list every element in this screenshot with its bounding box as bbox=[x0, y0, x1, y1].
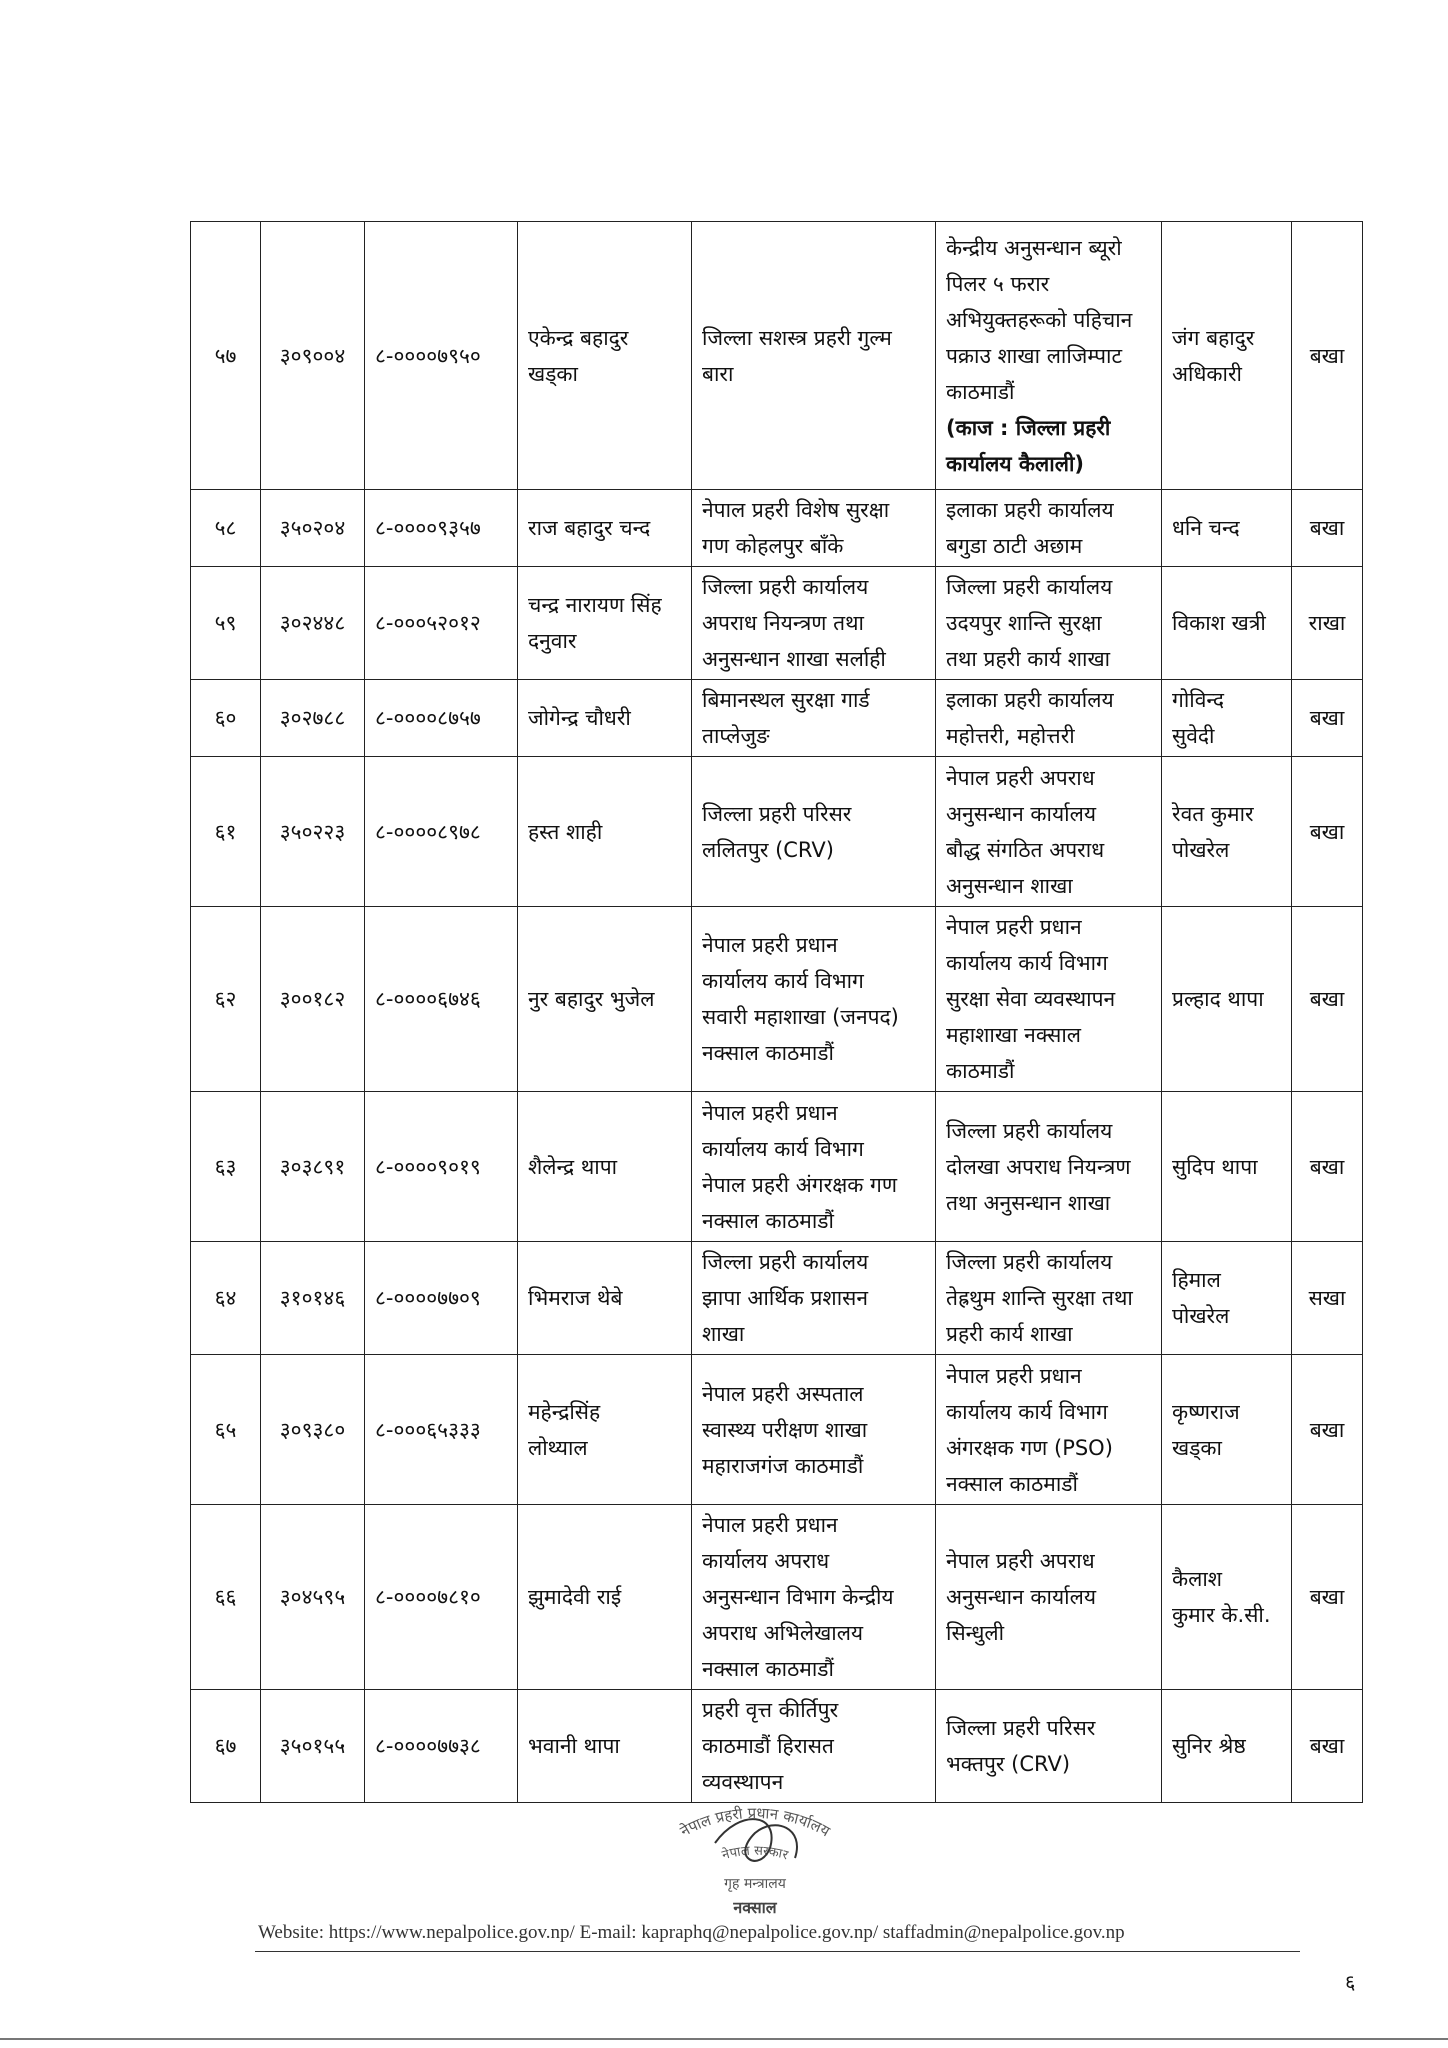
cell-line: ताप्लेजुङ bbox=[702, 724, 770, 748]
status-cell: सखा bbox=[1292, 1242, 1363, 1355]
cell-line: स्वास्थ्य परीक्षण शाखा bbox=[702, 1417, 868, 1442]
cell-line: उदयपुर शान्ति सुरक्षा bbox=[946, 611, 1102, 635]
current-office-cell bbox=[692, 1355, 936, 1505]
cell-line: सुनिर श्रेष्ठ bbox=[1172, 1734, 1246, 1758]
transfer-office-cell bbox=[936, 1242, 1162, 1355]
current-office-cell bbox=[692, 1092, 936, 1242]
status-cell: बखा bbox=[1292, 757, 1363, 907]
status-cell: बखा bbox=[1292, 907, 1363, 1092]
code-number-cell: ८-००००८९७८ bbox=[365, 757, 518, 907]
employee-id-cell: ३०९००४ bbox=[261, 222, 365, 490]
cell-line: हिमाल bbox=[1172, 1268, 1221, 1292]
cell-line: महोत्तरी, महोत्तरी bbox=[946, 724, 1075, 748]
employee-id-cell: ३०९३८० bbox=[261, 1355, 365, 1505]
employee-name-cell bbox=[518, 1355, 692, 1505]
table-row bbox=[191, 757, 1363, 907]
table-row bbox=[191, 1690, 1363, 1803]
cell-line: जिल्ला प्रहरी कार्यालय bbox=[946, 1118, 1113, 1143]
transfer-office-cell bbox=[936, 680, 1162, 757]
serial-number-cell: ६५ bbox=[191, 1355, 261, 1505]
substitute-name-cell bbox=[1162, 490, 1292, 567]
cell-line: नेपाल प्रहरी प्रधान bbox=[702, 1513, 838, 1537]
cell-line: अंगरक्षक गण (PSO) bbox=[946, 1435, 1113, 1460]
substitute-name-cell bbox=[1162, 567, 1292, 680]
code-number-cell: ८-००००७८१० bbox=[365, 1505, 518, 1690]
current-office-cell bbox=[692, 757, 936, 907]
transfer-office-cell bbox=[936, 1355, 1162, 1505]
code-number-cell: ८-००००७७३८ bbox=[365, 1690, 518, 1803]
page-number: ६ bbox=[1345, 1970, 1356, 1994]
cell-line: अनुसन्धान विभाग केन्द्रीय bbox=[702, 1585, 894, 1609]
code-number-cell: ८-००००९३५७ bbox=[365, 490, 518, 567]
cell-line: बारा bbox=[702, 361, 734, 386]
cell-line: नक्साल काठमाडौं bbox=[702, 1208, 834, 1233]
cell-line: कार्यालय कार्य विभाग bbox=[702, 969, 864, 993]
cell-line: एकेन्द्र बहादुर bbox=[528, 325, 629, 350]
employee-id-cell: ३०२७८८ bbox=[261, 680, 365, 757]
employee-name-cell bbox=[518, 1092, 692, 1242]
employee-name-cell bbox=[518, 907, 692, 1092]
cell-line: जंग बहादुर bbox=[1172, 325, 1255, 350]
cell-line: भवानी थापा bbox=[528, 1734, 620, 1758]
substitute-name-cell bbox=[1162, 1505, 1292, 1690]
substitute-name-cell bbox=[1162, 680, 1292, 757]
transfer-office-cell bbox=[936, 1092, 1162, 1242]
cell-line: खड्का bbox=[528, 361, 578, 386]
page-bottom-border bbox=[0, 2038, 1448, 2040]
cell-line: भिमराज थेबे bbox=[528, 1286, 623, 1310]
cell-line: गोविन्द bbox=[1172, 688, 1225, 712]
employee-id-cell: ३००१८२ bbox=[261, 907, 365, 1092]
footer-divider bbox=[255, 1951, 1300, 1952]
seal-text-place: नक्साल bbox=[733, 1898, 777, 1917]
cell-line: चन्द्र नारायण सिंह bbox=[528, 593, 662, 617]
cell-line: सुदिप थापा bbox=[1172, 1154, 1258, 1179]
official-seal bbox=[620, 1788, 890, 1918]
transfer-office-cell bbox=[936, 222, 1162, 490]
serial-number-cell: ६० bbox=[191, 680, 261, 757]
cell-line: तेह्रथुम शान्ति सुरक्षा तथा bbox=[946, 1286, 1133, 1310]
cell-line: प्रहरी कार्य शाखा bbox=[946, 1322, 1073, 1346]
cell-line: पक्राउ शाखा लाजिम्पाट bbox=[946, 343, 1123, 368]
table-row bbox=[191, 1355, 1363, 1505]
cell-line: कृष्णराज bbox=[1172, 1399, 1240, 1424]
cell-line: नेपाल प्रहरी अपराध bbox=[946, 1549, 1095, 1573]
cell-line: सिन्धुली bbox=[946, 1621, 1005, 1645]
cell-line: महेन्द्रसिंह bbox=[528, 1399, 601, 1424]
status-cell: राखा bbox=[1292, 567, 1363, 680]
serial-number-cell: ६३ bbox=[191, 1092, 261, 1242]
table-row bbox=[191, 567, 1363, 680]
substitute-name-cell bbox=[1162, 222, 1292, 490]
cell-line: अनुसन्धान शाखा bbox=[946, 873, 1073, 898]
cell-line: दोलखा अपराध नियन्त्रण bbox=[946, 1154, 1131, 1179]
status-cell: बखा bbox=[1292, 1355, 1363, 1505]
cell-line: लोथ्याल bbox=[528, 1435, 588, 1460]
table-row bbox=[191, 1505, 1363, 1690]
employee-name-cell bbox=[518, 680, 692, 757]
cell-line: शैलेन्द्र थापा bbox=[528, 1154, 618, 1179]
cell-line: हस्त शाही bbox=[528, 819, 603, 844]
transfer-table bbox=[190, 221, 1363, 1803]
employee-id-cell: ३०२४४८ bbox=[261, 567, 365, 680]
cell-line: नेपाल प्रहरी प्रधान bbox=[702, 1100, 838, 1125]
status-cell: बखा bbox=[1292, 1092, 1363, 1242]
cell-line: गण कोहलपुर बाँके bbox=[702, 534, 844, 558]
cell-line: पोखरेल bbox=[1172, 1304, 1230, 1328]
status-cell: बखा bbox=[1292, 1690, 1363, 1803]
cell-line: जिल्ला सशस्त्र प्रहरी गुल्म bbox=[702, 325, 892, 350]
cell-line: झापा आर्थिक प्रशासन bbox=[702, 1286, 868, 1310]
cell-line: अनुसन्धान शाखा सर्लाही bbox=[702, 647, 886, 671]
cell-line: नेपाल प्रहरी अपराध bbox=[946, 765, 1095, 790]
employee-id-cell: ३०४५९५ bbox=[261, 1505, 365, 1690]
cell-line: इलाका प्रहरी कार्यालय bbox=[946, 688, 1114, 712]
cell-line: व्यवस्थापन bbox=[702, 1770, 784, 1794]
cell-line: काठमाडौं bbox=[946, 379, 1015, 404]
employee-name-cell bbox=[518, 490, 692, 567]
cell-line: नक्साल काठमाडौं bbox=[946, 1471, 1078, 1496]
cell-line: नक्साल काठमाडौं bbox=[702, 1657, 834, 1681]
seal-text-inner: नेपाल सरकार bbox=[720, 1843, 790, 1864]
cell-line: जिल्ला प्रहरी परिसर bbox=[946, 1716, 1096, 1740]
current-office-cell bbox=[692, 907, 936, 1092]
table-row bbox=[191, 1242, 1363, 1355]
cell-line: जिल्ला प्रहरी परिसर bbox=[702, 801, 852, 826]
cell-line: कार्यालय कार्य विभाग bbox=[702, 1136, 864, 1161]
cell-line: भक्तपुर (CRV) bbox=[946, 1752, 1071, 1776]
substitute-name-cell bbox=[1162, 757, 1292, 907]
current-office-cell bbox=[692, 1505, 936, 1690]
cell-line: नेपाल प्रहरी प्रधान bbox=[946, 1363, 1082, 1388]
cell-line: नेपाल प्रहरी प्रधान bbox=[946, 915, 1082, 939]
cell-line: नेपाल प्रहरी प्रधान bbox=[702, 933, 838, 957]
cell-line: महाशाखा नक्साल bbox=[946, 1023, 1082, 1047]
cell-line: राज बहादुर चन्द bbox=[528, 516, 651, 540]
serial-number-cell: ५७ bbox=[191, 222, 261, 490]
cell-line: इलाका प्रहरी कार्यालय bbox=[946, 498, 1114, 522]
cell-line: कार्यालय कैलाली) bbox=[946, 451, 1084, 476]
employee-name-cell bbox=[518, 757, 692, 907]
seal-text-ministry: गृह मन्त्रालय bbox=[724, 1876, 786, 1892]
table-row bbox=[191, 222, 1363, 490]
employee-id-cell: ३५०१५५ bbox=[261, 1690, 365, 1803]
substitute-name-cell bbox=[1162, 907, 1292, 1092]
cell-line: खड्का bbox=[1172, 1435, 1222, 1460]
employee-id-cell: ३५०२०४ bbox=[261, 490, 365, 567]
current-office-cell bbox=[692, 222, 936, 490]
cell-line: बिमानस्थल सुरक्षा गार्ड bbox=[702, 688, 870, 712]
transfer-office-cell bbox=[936, 757, 1162, 907]
code-number-cell: ८-००००६७४६ bbox=[365, 907, 518, 1092]
current-office-cell bbox=[692, 680, 936, 757]
table-row bbox=[191, 680, 1363, 757]
cell-line: केन्द्रीय अनुसन्धान ब्यूरो bbox=[946, 235, 1122, 260]
code-number-cell: ८-००००७७०९ bbox=[365, 1242, 518, 1355]
cell-line: ललितपुर (CRV) bbox=[702, 837, 834, 862]
cell-line: नेपाल प्रहरी अंगरक्षक गण bbox=[702, 1172, 898, 1197]
employee-name-cell bbox=[518, 1242, 692, 1355]
cell-line: सुरक्षा सेवा व्यवस्थापन bbox=[946, 987, 1116, 1011]
code-number-cell: ८-०००६५३३३ bbox=[365, 1355, 518, 1505]
serial-number-cell: ६७ bbox=[191, 1690, 261, 1803]
cell-line: जिल्ला प्रहरी कार्यालय bbox=[946, 1250, 1113, 1274]
cell-line: बौद्ध संगठित अपराध bbox=[946, 837, 1105, 862]
code-number-cell: ८-००००९०१९ bbox=[365, 1092, 518, 1242]
cell-line: नेपाल प्रहरी अस्पताल bbox=[702, 1381, 864, 1406]
cell-line: काठमाडौं हिरासत bbox=[702, 1734, 834, 1758]
cell-line: अपराध अभिलेखालय bbox=[702, 1621, 864, 1645]
cell-line: नक्साल काठमाडौं bbox=[702, 1041, 834, 1065]
seal-text-top: नेपाल प्रहरी प्रधान कार्यालय bbox=[676, 1803, 834, 1841]
cell-line: कार्यालय अपराध bbox=[702, 1549, 830, 1573]
table-row bbox=[191, 1092, 1363, 1242]
cell-line: प्रल्हाद थापा bbox=[1172, 987, 1264, 1011]
cell-line: अनुसन्धान कार्यालय bbox=[946, 1585, 1096, 1609]
cell-line: कार्यालय कार्य विभाग bbox=[946, 1399, 1108, 1424]
cell-line: कैलाश bbox=[1172, 1567, 1223, 1591]
current-office-cell bbox=[692, 1242, 936, 1355]
serial-number-cell: ५९ bbox=[191, 567, 261, 680]
employee-id-cell: ३०३८९१ bbox=[261, 1092, 365, 1242]
footer-contact: Website: https://www.nepalpolice.gov.np/ E-mail: kapraphq@nepalpolice.gov.np/ staffadmin@nepalpolice.gov.np bbox=[258, 1922, 1125, 1943]
cell-line: दनुवार bbox=[528, 629, 577, 653]
status-cell: बखा bbox=[1292, 1505, 1363, 1690]
code-number-cell: ८-०००५२०१२ bbox=[365, 567, 518, 680]
cell-line: रेवत कुमार bbox=[1172, 801, 1254, 826]
cell-line: अभियुक्तहरूको पहिचान bbox=[946, 307, 1133, 332]
employee-name-cell bbox=[518, 222, 692, 490]
current-office-cell bbox=[692, 567, 936, 680]
cell-line: पोखरेल bbox=[1172, 837, 1230, 862]
transfer-office-cell bbox=[936, 1505, 1162, 1690]
serial-number-cell: ६४ bbox=[191, 1242, 261, 1355]
current-office-cell bbox=[692, 1690, 936, 1803]
table-row bbox=[191, 907, 1363, 1092]
transfer-office-cell bbox=[936, 907, 1162, 1092]
cell-line: अधिकारी bbox=[1172, 361, 1242, 386]
cell-line: काठमाडौं bbox=[946, 1059, 1015, 1083]
serial-number-cell: ६६ bbox=[191, 1505, 261, 1690]
cell-line: सवारी महाशाखा (जनपद) bbox=[702, 1005, 899, 1029]
employee-name-cell bbox=[518, 1505, 692, 1690]
substitute-name-cell bbox=[1162, 1242, 1292, 1355]
employee-id-cell: ३५०२२३ bbox=[261, 757, 365, 907]
cell-line: कार्यालय कार्य विभाग bbox=[946, 951, 1108, 975]
cell-line: धनि चन्द bbox=[1172, 516, 1240, 540]
cell-line: विकाश खत्री bbox=[1172, 611, 1266, 635]
substitute-name-cell bbox=[1162, 1355, 1292, 1505]
serial-number-cell: ६२ bbox=[191, 907, 261, 1092]
table-row bbox=[191, 490, 1363, 567]
cell-line: झुमादेवी राई bbox=[528, 1585, 622, 1609]
cell-line: नुर बहादुर भुजेल bbox=[528, 987, 655, 1011]
code-number-cell: ८-००००८७५७ bbox=[365, 680, 518, 757]
cell-line: अपराध नियन्त्रण तथा bbox=[702, 611, 864, 635]
status-cell: बखा bbox=[1292, 222, 1363, 490]
serial-number-cell: ६१ bbox=[191, 757, 261, 907]
employee-id-cell: ३१०१४६ bbox=[261, 1242, 365, 1355]
code-number-cell: ८-००००७९५० bbox=[365, 222, 518, 490]
cell-line: सुवेदी bbox=[1172, 724, 1215, 748]
cell-line: नेपाल प्रहरी विशेष सुरक्षा bbox=[702, 498, 890, 522]
cell-line: तथा प्रहरी कार्य शाखा bbox=[946, 647, 1111, 671]
substitute-name-cell bbox=[1162, 1690, 1292, 1803]
cell-line: जिल्ला प्रहरी कार्यालय bbox=[702, 575, 869, 599]
cell-line: प्रहरी वृत्त कीर्तिपुर bbox=[702, 1698, 839, 1722]
cell-line: पिलर ५ फरार bbox=[946, 271, 1050, 296]
cell-line: तथा अनुसन्धान शाखा bbox=[946, 1190, 1111, 1215]
cell-line: अनुसन्धान कार्यालय bbox=[946, 801, 1096, 826]
cell-line: महाराजगंज काठमाडौं bbox=[702, 1453, 864, 1478]
substitute-name-cell bbox=[1162, 1092, 1292, 1242]
cell-line: (काज : जिल्ला प्रहरी bbox=[946, 415, 1111, 440]
current-office-cell bbox=[692, 490, 936, 567]
status-cell: बखा bbox=[1292, 680, 1363, 757]
cell-line: कुमार के.सी. bbox=[1172, 1603, 1271, 1627]
status-cell: बखा bbox=[1292, 490, 1363, 567]
employee-name-cell bbox=[518, 1690, 692, 1803]
employee-name-cell bbox=[518, 567, 692, 680]
cell-line: जिल्ला प्रहरी कार्यालय bbox=[946, 575, 1113, 599]
transfer-office-cell bbox=[936, 490, 1162, 567]
cell-line: बगुडा ठाटी अछाम bbox=[946, 534, 1083, 558]
cell-line: जिल्ला प्रहरी कार्यालय bbox=[702, 1250, 869, 1274]
transfer-office-cell bbox=[936, 1690, 1162, 1803]
cell-line: शाखा bbox=[702, 1322, 745, 1346]
serial-number-cell: ५८ bbox=[191, 490, 261, 567]
transfer-office-cell bbox=[936, 567, 1162, 680]
cell-line: जोगेन्द्र चौधरी bbox=[528, 706, 631, 730]
